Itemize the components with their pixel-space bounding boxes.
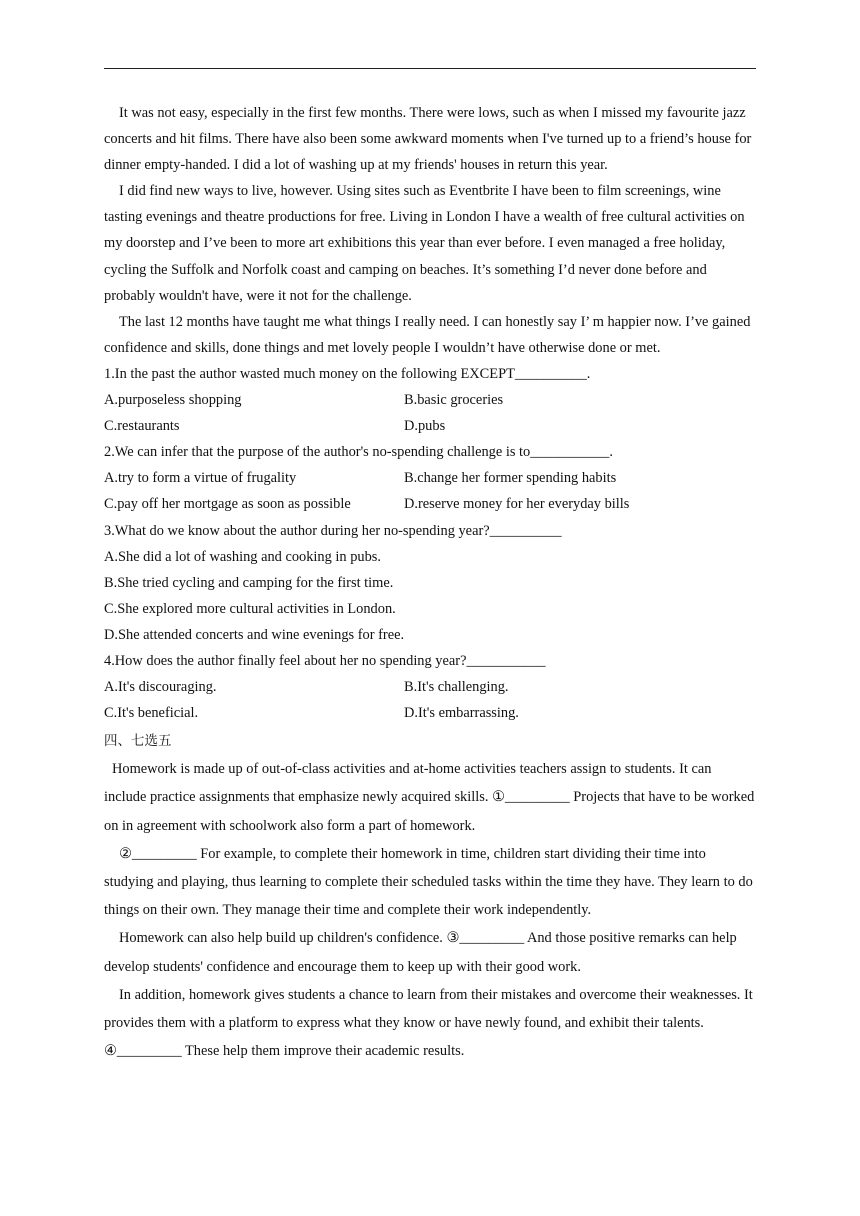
option-d: D.She attended concerts and wine evenings for free. bbox=[104, 626, 405, 643]
passage-paragraph: It was not easy, especially in the first few months. There were lows, such as when I missed my favourite jazz concerts and hit films. There have also been some awkward moments when I've turned up to a friend’s house for dinner empty-handed. I did a lot of washing up at my friends' houses in return this year. bbox=[104, 105, 752, 174]
option-a: A.purposeless shopping bbox=[104, 392, 242, 409]
option-d: D.pubs bbox=[404, 418, 446, 435]
question-2 bbox=[104, 439, 756, 517]
question-stem: 1.In the past the author wasted much money on the following EXCEPT__________. bbox=[104, 365, 591, 382]
question-stem: 3.What do we know about the author during her no-spending year?__________ bbox=[104, 522, 562, 539]
question-3 bbox=[104, 518, 756, 648]
option-a: A.try to form a virtue of frugality bbox=[104, 470, 297, 487]
option-b: B.She tried cycling and camping for the first time. bbox=[104, 574, 394, 591]
document-page bbox=[104, 100, 756, 1065]
passage-paragraph: The last 12 months have taught me what things I really need. I can honestly say I’ m happier now. I’ve gained confidence and skills, done things and met lovely people I wouldn’t have otherwise done or met. bbox=[104, 313, 751, 356]
cloze-paragraph: Homework is made up of out-of-class activities and at-home activities teachers assign to students. It can include practice assignments that emphasize newly acquired skills. ①_________ Projects that have to be worked on in agreement with schoolwork also form a part of homework. bbox=[104, 761, 755, 834]
question-4 bbox=[104, 648, 756, 726]
header-rule bbox=[104, 68, 756, 69]
passage-paragraph: I did find new ways to live, however. Using sites such as Eventbrite I have been to film screenings, wine tasting evenings and theatre productions for free. Living in London I have a wealth of free cultural activities on my doorstep and I’ve been to more art exhibitions this year than ever before. I even managed a free holiday, cycling the Suffolk and Norfolk coast and camping on beaches. It’s something I’d never done before and probably wouldn't have, were it not for the challenge. bbox=[104, 183, 745, 304]
cloze-paragraph: In addition, homework gives students a chance to learn from their mistakes and overcome their weaknesses. It provides them with a platform to express what they know or have newly found, and exhibit their talents. ④_________ These help them improve their academic results. bbox=[104, 986, 753, 1060]
cloze-paragraph: Homework can also help build up children's confidence. ③_________ And those positive remarks can help develop students' confidence and encourage them to keep up with their good work. bbox=[104, 930, 737, 975]
option-c: C.She explored more cultural activities in London. bbox=[104, 600, 396, 617]
cloze-paragraph: ②_________ For example, to complete their homework in time, children start dividing their time into studying and playing, thus learning to complete their scheduled tasks within the time they have. They learn to do things on their own. They manage their time and complete their work independently. bbox=[104, 845, 753, 919]
option-c: C.restaurants bbox=[104, 418, 180, 435]
question-stem: 4.How does the author finally feel about her no spending year?___________ bbox=[104, 652, 546, 669]
option-c: C.It's beneficial. bbox=[104, 705, 199, 722]
option-b: B.change her former spending habits bbox=[404, 470, 617, 487]
option-a: A.It's discouraging. bbox=[104, 679, 217, 696]
option-c: C.pay off her mortgage as soon as possible bbox=[104, 496, 351, 513]
question-options bbox=[104, 674, 756, 726]
option-d: D.reserve money for her everyday bills bbox=[404, 496, 630, 513]
option-a: A.She did a lot of washing and cooking in pubs. bbox=[104, 548, 381, 565]
question-options bbox=[104, 387, 756, 439]
option-b: B.It's challenging. bbox=[404, 679, 509, 696]
section-heading: 四、七选五 bbox=[104, 733, 172, 750]
option-d: D.It's embarrassing. bbox=[404, 705, 519, 722]
option-b: B.basic groceries bbox=[404, 392, 504, 409]
question-stem: 2.We can infer that the purpose of the author's no-spending challenge is to___________. bbox=[104, 444, 613, 461]
question-options bbox=[104, 465, 756, 517]
question-1 bbox=[104, 361, 756, 439]
